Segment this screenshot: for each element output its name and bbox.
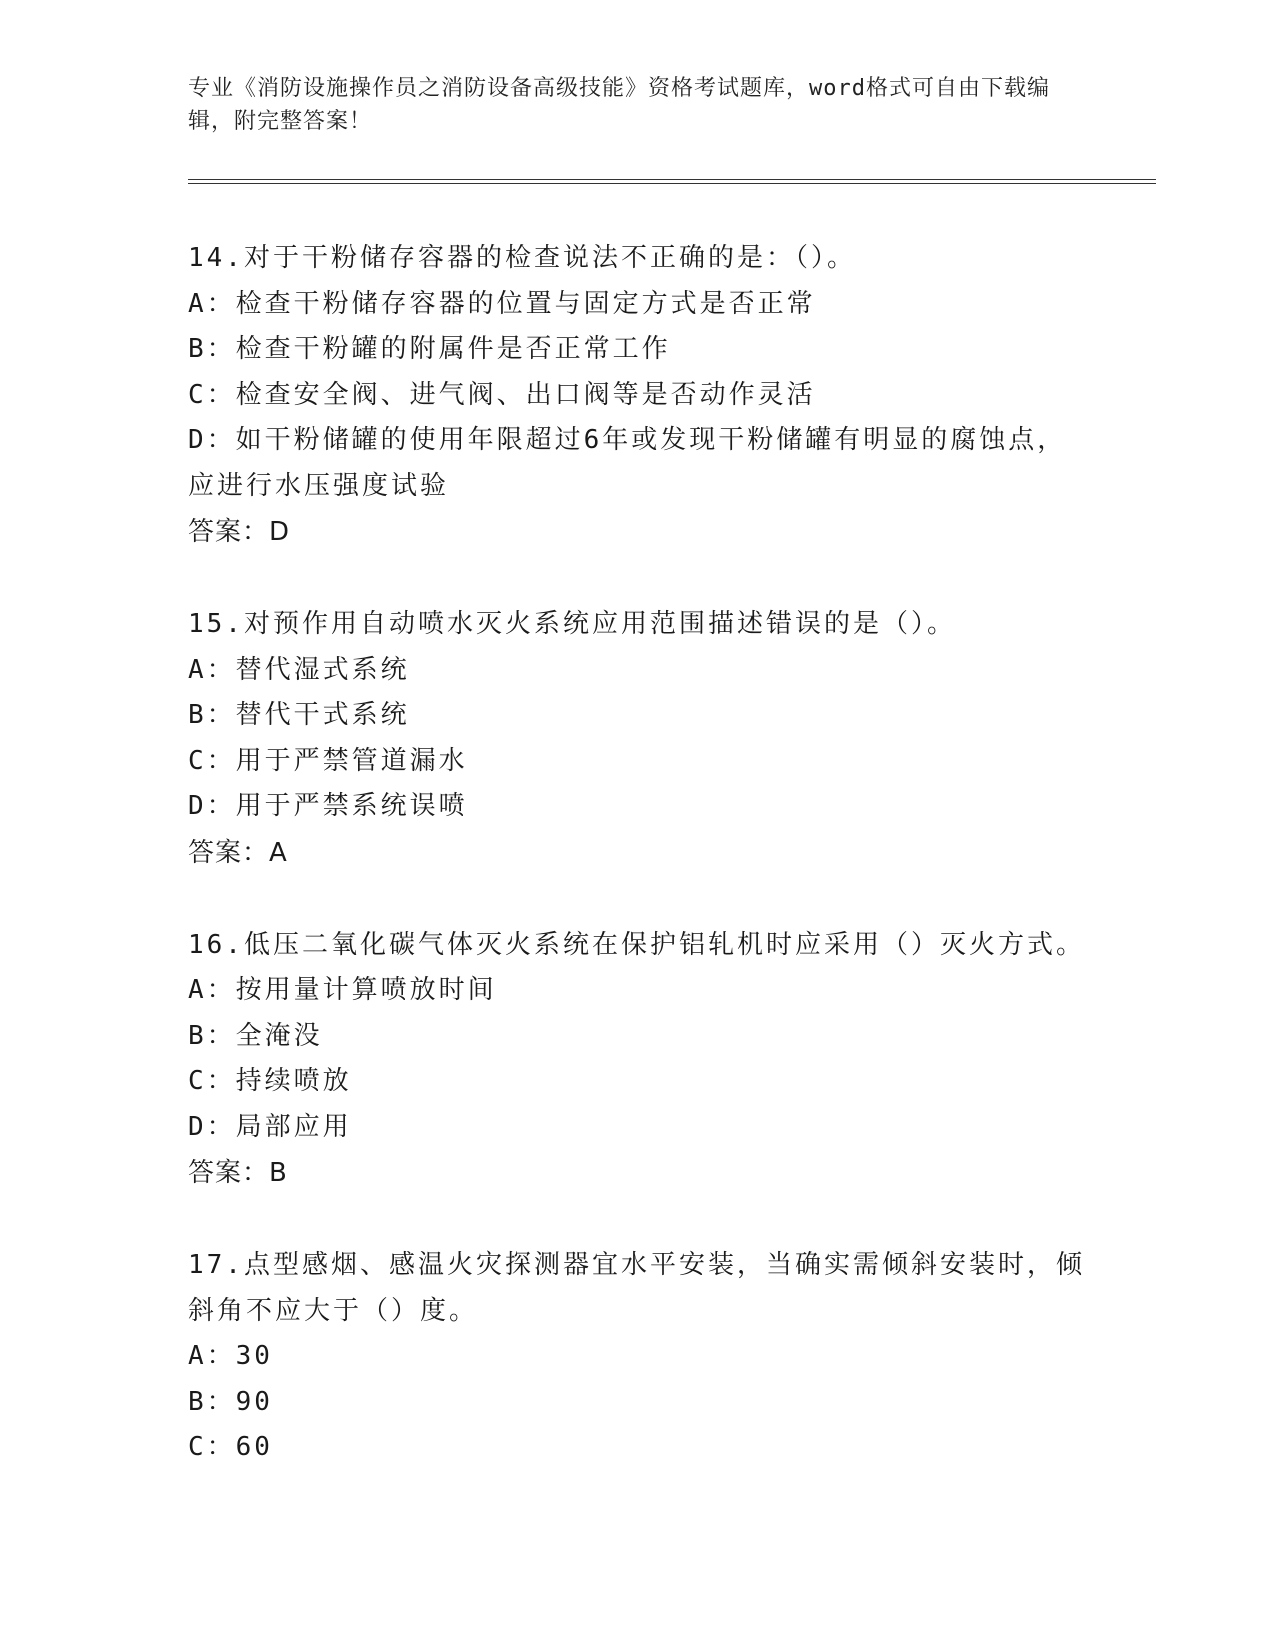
option-d: D：用于严禁系统误喷: [188, 791, 468, 821]
header-text: 专业《消防设施操作员之消防设备高级技能》资格考试题库，word格式可自由下载编辑，附完整答案！: [188, 76, 1050, 134]
question-stem: 16.低压二氧化碳气体灭火系统在保护铝轧机时应采用（）灭火方式。: [188, 929, 1085, 960]
question-stem: 15.对预作用自动喷水灭火系统应用范围描述错误的是（）。: [188, 609, 956, 639]
option-d: D：局部应用: [188, 1111, 352, 1142]
option-c: C：用于严禁管道漏水: [188, 745, 468, 776]
option-a: A：检查干粉储存容器的位置与固定方式是否正常: [188, 288, 816, 319]
question-17: [188, 1243, 1088, 1471]
option-d: D：如干粉储罐的使用年限超过6年或发现干粉储罐有明显的腐蚀点，应进行水压强度试验: [188, 425, 1067, 501]
question-stem: 14.对于干粉储存容器的检查说法不正确的是：（）。: [188, 243, 856, 273]
answer-label: 答案：D: [188, 517, 291, 547]
option-a: A：替代湿式系统: [188, 654, 410, 685]
answer-label: 答案：A: [188, 837, 288, 868]
option-a: A：按用量计算喷放时间: [188, 975, 497, 1005]
option-b: B：90: [188, 1386, 273, 1417]
answer-label: 答案：B: [188, 1158, 288, 1188]
option-c: C：60: [188, 1432, 273, 1462]
header-divider-bottom: [188, 183, 1156, 184]
question-15: [188, 602, 1088, 877]
option-c: C：持续喷放: [188, 1066, 352, 1096]
question-16: [188, 923, 1088, 1198]
option-b: B：替代干式系统: [188, 700, 410, 730]
option-b: B：检查干粉罐的附属件是否正常工作: [188, 334, 671, 364]
option-c: C：检查安全阀、进气阀、出口阀等是否动作灵活: [188, 379, 816, 410]
document-header: [188, 72, 1088, 138]
question-list: [188, 236, 1088, 1517]
question-14: [188, 236, 1088, 556]
header-divider-top: [188, 179, 1156, 180]
option-a: A：30: [188, 1341, 273, 1371]
question-stem: 17.点型感烟、感温火灾探测器宜水平安装，当确实需倾斜安装时，倾斜角不应大于（）度。: [188, 1250, 1085, 1326]
option-b: B：全淹没: [188, 1020, 323, 1051]
